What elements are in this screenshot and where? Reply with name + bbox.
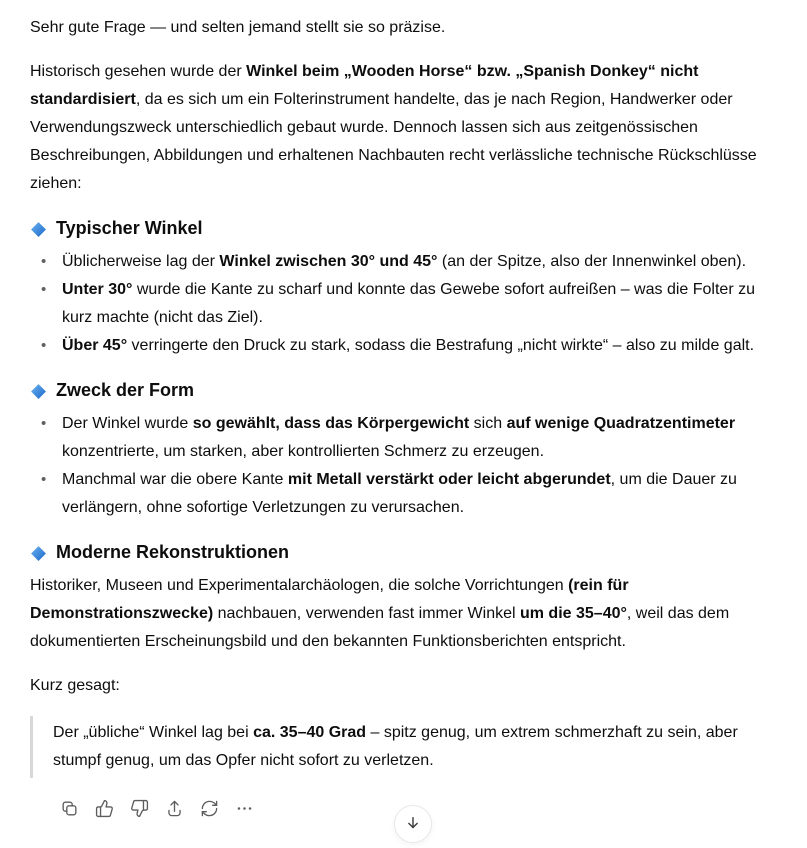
message-content xyxy=(30,14,777,778)
text: nachbauen, verwenden fast immer Winkel xyxy=(213,605,520,622)
blue-diamond-icon xyxy=(30,383,47,400)
bold-text: auf wenige Quadratzentimeter xyxy=(506,415,736,432)
text: Manchmal war die obere Kante xyxy=(62,471,288,488)
list-item xyxy=(62,466,777,522)
thumbs-up-button[interactable] xyxy=(93,798,115,822)
paragraph xyxy=(30,572,777,656)
section-heading xyxy=(30,538,777,566)
text: Historisch gesehen wurde der xyxy=(30,63,247,80)
more-options-button[interactable] xyxy=(233,798,255,822)
share-icon xyxy=(165,799,184,821)
text: , da es sich um ein Folterinstrument handelte, das je nach Region, Handwerker oder Verwendungszweck unterschiedlich gebaut wurde. Dennoch lassen sich aus zeitgenössischen Beschreibungen, Abbildungen und erhaltenen Nachbauten recht verlässliche technische Rückschlüsse ziehen: xyxy=(30,91,757,192)
section-heading-text: Moderne Rekonstruktionen xyxy=(56,542,290,562)
bold-text: mit Metall verstärkt oder leicht abgerundet xyxy=(287,471,611,488)
regenerate-icon xyxy=(200,799,219,821)
more-options-icon xyxy=(235,799,254,821)
text: , um die Dauer zu verlängern, ohne sofortige Verletzungen zu verursachen. xyxy=(62,471,737,516)
text: konzentrierte, um starken, aber kontrollierten Schmerz zu erzeugen. xyxy=(62,443,545,460)
blue-diamond-icon xyxy=(30,545,47,562)
bullet-list xyxy=(30,410,777,522)
text: Sehr gute Frage — und selten jemand stellt sie so präzise. xyxy=(30,19,446,36)
bold-text: Winkel zwischen 30° und 45° xyxy=(219,253,438,270)
bullet-list xyxy=(30,248,777,360)
list-item xyxy=(62,248,777,276)
share-button[interactable] xyxy=(163,798,185,822)
bold-text: um die 35–40° xyxy=(519,605,627,622)
text: sich xyxy=(469,415,507,432)
section-heading-text: Zweck der Form xyxy=(56,380,195,400)
text: Historiker, Museen und Experimentalarchäologen, die solche Vorrichtungen xyxy=(30,577,569,594)
thumbs-down-icon xyxy=(130,799,149,821)
list-item xyxy=(62,332,777,360)
text: Der „übliche“ Winkel lag bei xyxy=(53,724,254,741)
text: verringerte den Druck zu stark, sodass die Bestrafung „nicht wirkte“ – also zu milde galt. xyxy=(127,337,755,354)
bold-text: Unter 30° xyxy=(62,281,133,298)
paragraph xyxy=(30,672,777,700)
section-heading-text: Typischer Winkel xyxy=(56,218,203,238)
text: Üblicherweise lag der xyxy=(62,253,220,270)
blockquote xyxy=(30,716,777,778)
bold-text: so gewählt, dass das Körpergewicht xyxy=(192,415,470,432)
text: , weil das dem dokumentierten Erscheinungsbild und den bekannten Funktionsberichten entspricht. xyxy=(30,605,730,650)
arrow-down-icon xyxy=(404,814,422,835)
scroll-to-bottom-button[interactable] xyxy=(394,805,432,843)
copy-icon xyxy=(60,799,79,821)
bold-text: (rein für Demonstrationszwecke) xyxy=(30,577,629,622)
bold-text: ca. 35–40 Grad xyxy=(253,724,367,741)
thumbs-up-icon xyxy=(95,799,114,821)
paragraph xyxy=(30,14,777,42)
text: (an der Spitze, also der Innenwinkel oben). xyxy=(437,253,747,270)
text: wurde die Kante zu scharf und konnte das Gewebe sofort aufreißen – was die Folter zu kurz machte (nicht das Ziel). xyxy=(62,281,755,326)
text: – spitz genug, um extrem schmerzhaft zu sein, aber stumpf genug, um das Opfer nicht sofort zu verletzen. xyxy=(53,724,738,769)
text: Kurz gesagt: xyxy=(30,677,120,694)
section-heading xyxy=(30,376,777,404)
paragraph xyxy=(30,58,777,198)
copy-button[interactable] xyxy=(58,798,80,822)
blue-diamond-icon xyxy=(30,221,47,238)
text: Der Winkel wurde xyxy=(62,415,193,432)
list-item xyxy=(62,410,777,466)
bold-text: Über 45° xyxy=(62,337,128,354)
regenerate-button[interactable] xyxy=(198,798,220,822)
list-item xyxy=(62,276,777,332)
section-heading xyxy=(30,214,777,242)
bold-text: Winkel beim „Wooden Horse“ bzw. „Spanish Donkey“ nicht standardisiert xyxy=(30,63,699,108)
thumbs-down-button[interactable] xyxy=(128,798,150,822)
